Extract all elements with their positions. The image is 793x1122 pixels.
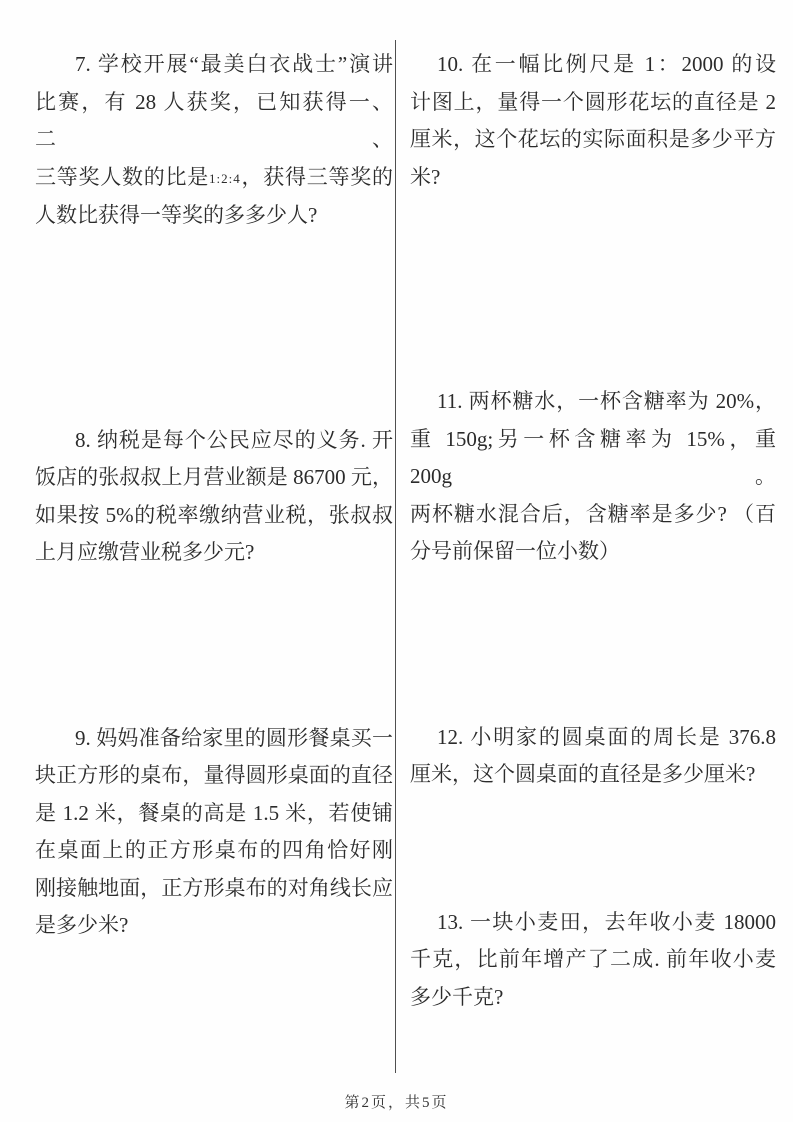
left-column <box>35 0 393 945</box>
problem-12-line-1 <box>410 719 776 757</box>
problem-8-line-2 <box>35 459 393 497</box>
text-segment: 分号前保留一位小数） <box>410 539 620 563</box>
problem-7 <box>35 46 393 235</box>
problem-13-line-2 <box>410 941 776 979</box>
problem-11-line-4 <box>410 533 776 571</box>
problem-10 <box>410 46 776 196</box>
problem-9-line-2 <box>35 757 393 795</box>
problem-7-line-3 <box>35 159 393 198</box>
text-segment: 12. 小明家的圆桌面的周长是 376.8 <box>437 724 776 749</box>
problem-7-line-2 <box>35 84 393 159</box>
problem-11-line-3 <box>410 496 776 534</box>
text-segment: 比赛，有 28 人获奖，已知获得一、二、 <box>35 89 393 151</box>
text-segment: 10. 在一幅比例尺是 1：2000 的设 <box>437 52 776 76</box>
problem-13-line-3 <box>410 979 776 1017</box>
text-segment: 饭店的张叔叔上月营业额是 86700 元， <box>35 465 393 489</box>
text-segment: 上月应缴营业税多少元? <box>35 540 255 564</box>
text-segment: 13. 一块小麦田，去年收小麦 18000 <box>437 909 776 934</box>
problem-9 <box>35 720 393 945</box>
text-segment: 是 1.2 米，餐桌的高是 1.5 米，若使铺 <box>35 800 393 825</box>
problem-12-line-2 <box>410 756 776 794</box>
text-segment: 11. 两杯糖水，一杯含糖率为 20%， <box>437 389 776 413</box>
problem-11-line-2 <box>410 421 776 496</box>
problem-13 <box>410 904 776 1017</box>
problem-8 <box>35 422 393 572</box>
problem-8-line-4 <box>35 534 393 572</box>
text-segment: 重 150g;另一杯含糖率为 15%，重 200g。 <box>410 426 776 488</box>
text-segment: 厘米，这个圆桌面的直径是多少厘米? <box>410 762 756 786</box>
problem-12 <box>410 719 776 794</box>
text-segment: ，获得三等奖的 <box>240 164 394 189</box>
problem-10-line-2 <box>410 84 776 122</box>
problem-9-line-6 <box>35 907 393 945</box>
problem-11 <box>410 383 776 571</box>
text-segment: 三等奖人数的比是 <box>35 164 210 189</box>
problem-10-line-3 <box>410 121 776 159</box>
ratio-small-text: 1:2:4 <box>209 170 241 186</box>
problem-7-line-4 <box>35 197 393 235</box>
text-segment: 厘米，这个花坛的实际面积是多少平方 <box>410 127 776 151</box>
problem-9-line-5 <box>35 870 393 908</box>
text-segment: 块正方形的桌布，量得圆形桌面的直径 <box>35 763 393 787</box>
text-segment: 是多少米? <box>35 913 129 937</box>
text-segment: 刚接触地面，正方形桌布的对角线长应 <box>35 875 393 900</box>
text-segment: 多少千克? <box>410 984 504 1009</box>
text-segment: 9. 妈妈准备给家里的圆形餐桌买一 <box>75 725 393 750</box>
problem-8-line-1 <box>35 422 393 460</box>
problem-9-line-1 <box>35 720 393 758</box>
text-segment: 千克，比前年增产了二成. 前年收小麦 <box>410 947 776 971</box>
page-number-label: 第2页，共5页 <box>344 1095 449 1111</box>
text-segment: 在桌面上的正方形桌布的四角恰好刚 <box>35 838 393 862</box>
problem-9-line-3 <box>35 795 393 833</box>
right-column <box>410 0 776 1016</box>
text-segment: 人数比获得一等奖的多多少人? <box>35 203 318 227</box>
problem-8-line-3 <box>35 497 393 535</box>
column-divider <box>395 40 396 1073</box>
text-segment: 8. 纳税是每个公民应尽的义务. 开 <box>75 427 393 452</box>
problem-10-line-4 <box>410 159 776 197</box>
problem-13-line-1 <box>410 904 776 942</box>
problem-10-line-1 <box>410 46 776 84</box>
problem-7-line-1 <box>35 46 393 84</box>
text-segment: 如果按 5%的税率缴纳营业税，张叔叔 <box>35 502 393 527</box>
problem-9-line-4 <box>35 832 393 870</box>
text-segment: 两杯糖水混合后，含糖率是多少? （百 <box>410 501 776 526</box>
text-segment: 计图上，量得一个圆形花坛的直径是 2 <box>410 89 776 114</box>
problem-11-line-1 <box>410 383 776 421</box>
text-segment: 米? <box>410 164 441 189</box>
text-segment: 7. 学校开展“最美白衣战士”演讲 <box>75 52 393 76</box>
page-footer <box>0 1091 793 1112</box>
